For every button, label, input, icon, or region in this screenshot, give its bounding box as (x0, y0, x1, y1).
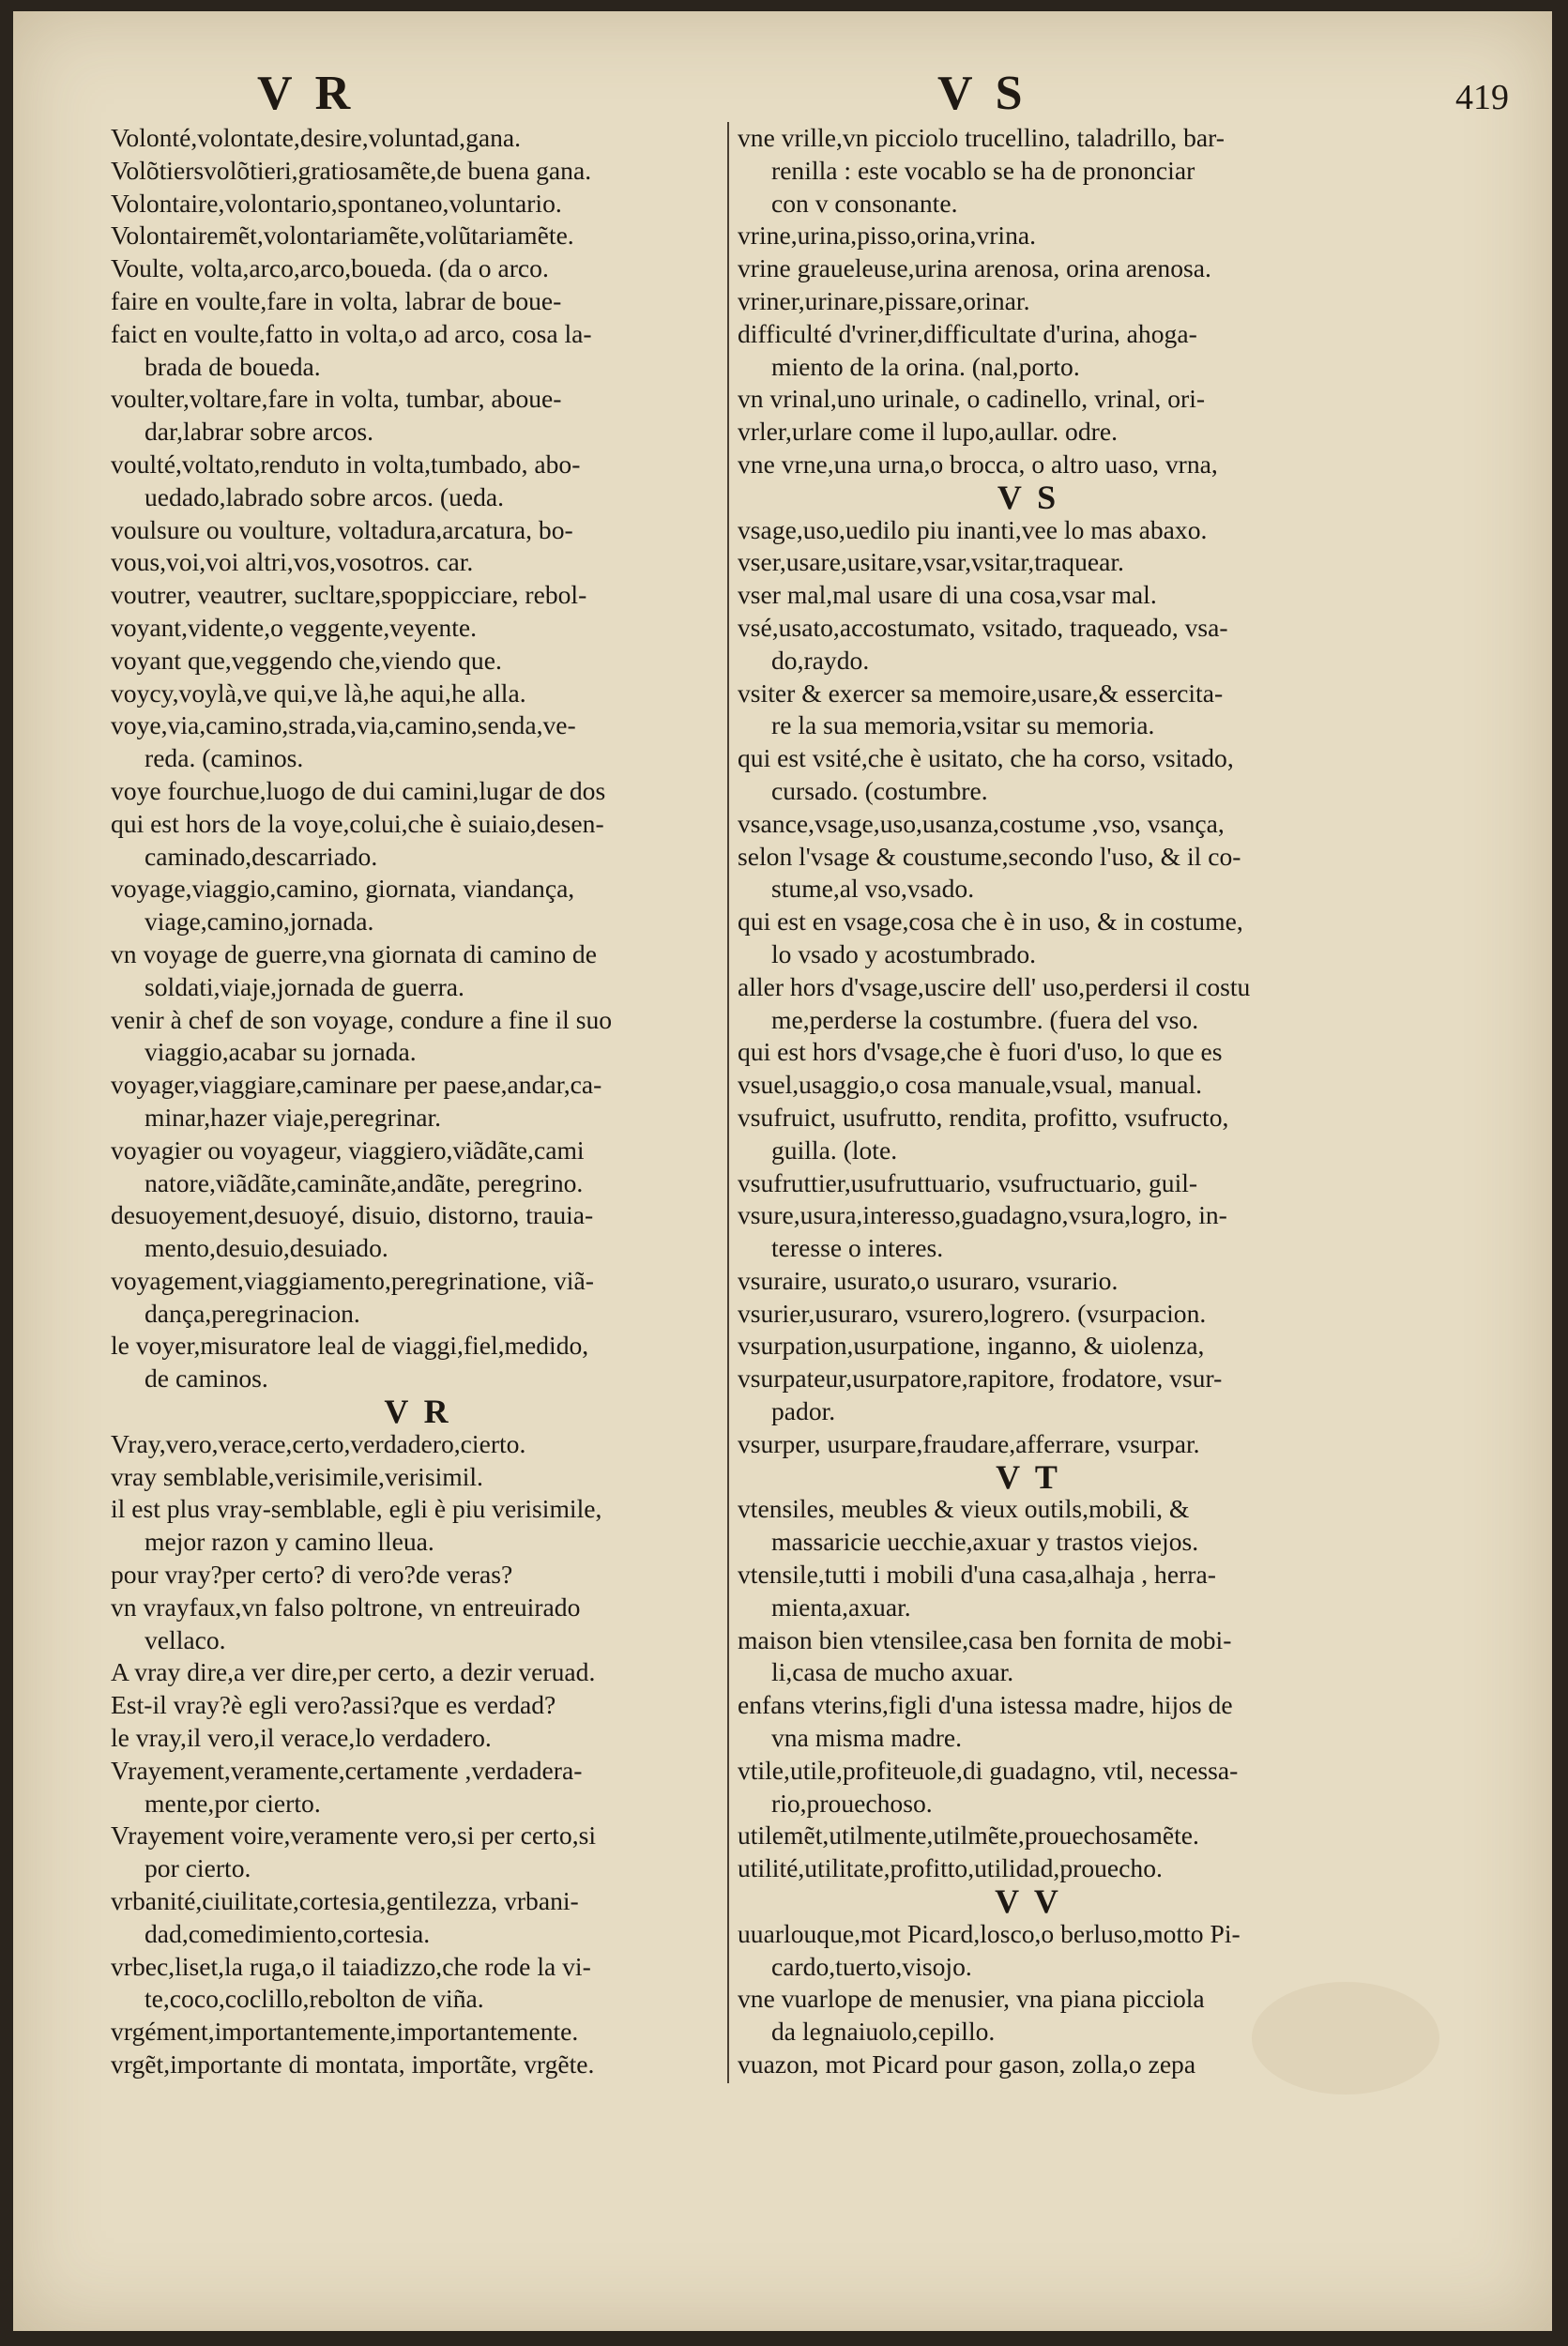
entry-line: mejor razon y camino lleua. (145, 1527, 434, 1557)
entry-line: qui est hors d'vsage,che è fuori d'uso, lo que es (738, 1037, 1223, 1067)
entry-line: vne vrne,una urna,o brocca, o altro uaso, vrna, (738, 449, 1218, 479)
entry-line: Volõtiersvolõtieri,gratiosamẽte,de buena gana. (111, 155, 592, 185)
entry-line: voye,via,camino,strada,via,camino,senda,ve- (111, 710, 576, 740)
entry-line: voye fourchue,luogo de dui camini,lugar de dos (111, 775, 606, 805)
entry-line: cardo,tuerto,visojo. (771, 1951, 972, 1981)
column-rule (727, 122, 729, 2083)
entry-line: vsiter & exercer sa memoire,usare,& essercita- (738, 678, 1224, 708)
entry-line: vne vrille,vn picciolo trucellino, taladrillo, bar- (738, 123, 1225, 152)
entry-line: Voulte, volta,arco,arco,boueda. (da o arco. (111, 253, 549, 283)
entry-line: viaggio,acabar su jornada. (145, 1037, 417, 1067)
entry-line: vne vuarlope de menusier, vna piana picciola (738, 1984, 1205, 2014)
entry-line: vrgẽt,importante di montata, importãte, vrgẽte. (111, 2049, 595, 2079)
entry-line: dad,comedimiento,cortesia. (145, 1918, 431, 1948)
section-heading: V T (996, 1460, 1061, 1494)
entry-line: rio,prouechoso. (771, 1788, 933, 1818)
entry-line: re la sua memoria,vsitar su memoria. (771, 710, 1155, 740)
entry-line: faict en voulte,fatto in volta,o ad arco, cosa la- (111, 318, 592, 348)
entry-line: vellaco. (145, 1624, 226, 1654)
entry-line: voyagement,viaggiamento,peregrinatione, viã- (111, 1265, 594, 1295)
entry-line: qui est vsité,che è usitato, che ha corso, vsitado, (738, 743, 1234, 773)
entry-line: mente,por cierto. (145, 1788, 321, 1818)
entry-line: caminado,descarriado. (145, 841, 378, 871)
entry-line: Est-il vray?è egli vero?assi?que es verdad? (111, 1690, 556, 1720)
entry-line: natore,viãdãte,caminãte,andãte, peregrino. (145, 1167, 584, 1197)
section-heading: V V (995, 1885, 1062, 1918)
entry-line: le voyer,misuratore leal de viaggi,fiel,medido, (111, 1331, 589, 1361)
left-column (111, 122, 725, 2081)
entry-line: guilla. (lote. (771, 1135, 898, 1165)
entry-line: Volonté,volontate,desire,voluntad,gana. (111, 123, 522, 152)
entry-line: qui est hors de la voye,colui,che è suiaio,desen- (111, 808, 604, 838)
entry-line: vrine,urina,pisso,orina,vrina. (738, 221, 1037, 251)
entry-line: mento,desuio,desuiado. (145, 1233, 388, 1263)
entry-line: vn vrinal,uno urinale, o cadinello, vrinal, ori- (738, 384, 1206, 414)
entry-line: vous,voi,voi altri,vos,vosotros. car. (111, 547, 474, 577)
entry-line: vsuraire, usurato,o usuraro, vsurario. (738, 1265, 1119, 1295)
entry-line: vsuel,usaggio,o cosa manuale,vsual, manual. (738, 1070, 1203, 1100)
entry-line: aller hors d'vsage,uscire dell' uso,perdersi il costu (738, 971, 1251, 1001)
entry-line: da legnaiuolo,cepillo. (771, 2017, 996, 2047)
entry-line: voulsure ou voulture, voltadura,arcatura, bo- (111, 514, 573, 544)
entry-line: Vrayement,veramente,certamente ,verdadera- (111, 1755, 583, 1785)
entry-line: vsurpation,usurpatione, inganno, & uiolenza, (738, 1331, 1205, 1361)
entry-line: vsage,uso,uedilo piu inanti,vee lo mas abaxo. (738, 514, 1208, 544)
entry-line: vsance,vsage,uso,usanza,costume ,vso, vsança, (738, 808, 1225, 838)
entry-line: massaricie uecchie,axuar y trastos viejos. (771, 1527, 1199, 1557)
entry-line: voulter,voltare,fare in volta, tumbar, aboue- (111, 384, 562, 414)
running-head-left: V R (257, 67, 357, 120)
entry-line: uedado,labrado sobre arcos. (ueda. (145, 481, 505, 511)
entry-line: voyager,viaggiare,caminare per paese,andar,ca- (111, 1070, 602, 1100)
running-head-right: V S (937, 67, 1028, 120)
entry-line: vriner,urinare,pissare,orinar. (738, 285, 1030, 315)
entry-line: cursado. (costumbre. (771, 775, 988, 805)
entry-line: venir à chef de son voyage, condure a fine il suo (111, 1004, 613, 1034)
entry-line: maison bien vtensilee,casa ben fornita de mobi- (738, 1624, 1232, 1654)
entry-line: vuazon, mot Picard pour gason, zolla,o zepa (738, 2049, 1196, 2079)
entry-line: soldati,viaje,jornada de guerra. (145, 971, 464, 1001)
paper-stain (1252, 1982, 1439, 2095)
entry-line: vtensiles, meubles & vieux outils,mobili, & (738, 1494, 1190, 1524)
entry-line: te,coco,coclillo,rebolton de viña. (145, 1984, 484, 2014)
entry-line: vsure,usura,interesso,guadagno,vsura,logro, in- (738, 1200, 1227, 1230)
entry-line: vsufruttier,usufruttuario, vsufructuario, guil- (738, 1167, 1198, 1197)
entry-line: vtile,utile,profiteuole,di guadagno, vtil, necessa- (738, 1755, 1239, 1785)
entry-line: voyagier ou voyageur, viaggiero,viãdãte,cami (111, 1135, 585, 1165)
entry-line: dança,peregrinacion. (145, 1298, 360, 1328)
entry-line: me,perderse la costumbre. (fuera del vso. (771, 1004, 1199, 1034)
entry-line: difficulté d'vriner,difficultate d'urina, ahoga- (738, 318, 1197, 348)
entry-line: reda. (caminos. (145, 743, 304, 773)
entry-line: vrbanité,ciuilitate,cortesia,gentilezza, vrbani- (111, 1886, 579, 1916)
entry-line: voyant,vidente,o veggente,veyente. (111, 612, 478, 642)
entry-line: stume,al vso,vsado. (771, 874, 975, 904)
page-number: 419 (1455, 78, 1509, 117)
entry-line: utilité,utilitate,profitto,utilidad,prouecho. (738, 1853, 1163, 1883)
entry-line: desuoyement,desuoyé, disuio, distorno, trauia- (111, 1200, 594, 1230)
entry-line: teresse o interes. (771, 1233, 944, 1263)
entry-line: vray semblable,verisimile,verisimil. (111, 1461, 483, 1491)
entry-line: pador. (771, 1396, 836, 1426)
entry-line: voulté,voltato,renduto in volta,tumbado, abo- (111, 449, 581, 479)
section-heading: V R (384, 1395, 452, 1428)
entry-line: lo vsado y acostumbrado. (771, 938, 1037, 968)
entry-line: voyant que,veggendo che,viendo que. (111, 645, 502, 675)
entry-line: le vray,il vero,il verace,lo verdadero. (111, 1723, 492, 1753)
entry-line: vna misma madre. (771, 1723, 963, 1753)
entry-line: pour vray?per certo? di vero?de veras? (111, 1560, 513, 1590)
entry-line: mienta,axuar. (771, 1592, 911, 1622)
entry-line: minar,hazer viaje,peregrinar. (145, 1102, 442, 1132)
entry-line: vrine graueleuse,urina arenosa, orina arenosa. (738, 253, 1211, 283)
entry-line: vsufruict, usufrutto, rendita, profitto, vsufructo, (738, 1102, 1229, 1132)
entry-line: voycy,voylà,ve qui,ve là,he aqui,he alla. (111, 678, 526, 708)
entry-line: uuarlouque,mot Picard,losco,o berluso,motto Pi- (738, 1918, 1241, 1948)
entry-line: renilla : este vocablo se ha de prononciar (771, 155, 1195, 185)
entry-line: selon l'vsage & coustume,secondo l'uso, & il co- (738, 841, 1241, 871)
entry-line: con v consonante. (771, 188, 958, 218)
entry-line: de caminos. (145, 1363, 268, 1394)
entry-line: vsé,usato,accostumato, vsitado, traqueado, vsa- (738, 612, 1228, 642)
right-column (738, 122, 1319, 2081)
entry-line: do,raydo. (771, 645, 870, 675)
entry-line: enfans vterins,figli d'una istessa madre, hijos de (738, 1690, 1233, 1720)
entry-line: vser,usare,usitare,vsar,vsitar,traquear. (738, 547, 1124, 577)
entry-line: faire en voulte,fare in volta, labrar de boue- (111, 285, 562, 315)
entry-line: Volontairemẽt,volontariamẽte,volũtariamẽte. (111, 221, 574, 251)
entry-line: vrgément,importantemente,importantemente. (111, 2017, 579, 2047)
section-heading: V S (997, 480, 1060, 514)
entry-line: voyage,viaggio,camino, giornata, viandança, (111, 874, 575, 904)
entry-line: li,casa de mucho axuar. (771, 1657, 1014, 1687)
entry-line: dar,labrar sobre arcos. (145, 417, 374, 447)
entry-line: Vray,vero,verace,certo,verdadero,cierto. (111, 1428, 526, 1458)
entry-line: miento de la orina. (nal,porto. (771, 351, 1080, 381)
entry-line: Volontaire,volontario,spontaneo,voluntario. (111, 188, 562, 218)
entry-line: utilemẽt,utilmente,utilmẽte,prouechosamẽte. (738, 1820, 1199, 1851)
entry-line: viage,camino,jornada. (145, 906, 374, 937)
entry-line: brada de boueda. (145, 351, 321, 381)
entry-line: A vray dire,a ver dire,per certo, a dezir veruad. (111, 1657, 596, 1687)
book-page (13, 11, 1552, 2331)
entry-line: vn vrayfaux,vn falso poltrone, vn entreuirado (111, 1592, 581, 1622)
entry-line: vsurpateur,usurpatore,rapitore, frodatore, vsur- (738, 1363, 1223, 1394)
entry-line: vsurper, usurpare,fraudare,afferrare, vsurpar. (738, 1428, 1200, 1458)
entry-line: Vrayement voire,veramente vero,si per certo,si (111, 1820, 597, 1851)
entry-line: qui est en vsage,cosa che è in uso, & in costume, (738, 906, 1243, 937)
entry-line: vser mal,mal usare di una cosa,vsar mal. (738, 580, 1157, 610)
entry-line: vsurier,usuraro, vsurero,logrero. (vsurpacion. (738, 1298, 1207, 1328)
entry-line: por cierto. (145, 1853, 251, 1883)
entry-line: vrler,urlare come il lupo,aullar. odre. (738, 417, 1118, 447)
entry-line: vrbec,liset,la ruga,o il taiadizzo,che rode la vi- (111, 1951, 591, 1981)
entry-line: voutrer, veautrer, sucltare,spoppicciare, rebol- (111, 580, 587, 610)
entry-line: vtensile,tutti i mobili d'una casa,alhaja , herra- (738, 1560, 1216, 1590)
entry-line: il est plus vray-semblable, egli è piu verisimile, (111, 1494, 602, 1524)
entry-line: vn voyage de guerre,vna giornata di camino de (111, 938, 597, 968)
